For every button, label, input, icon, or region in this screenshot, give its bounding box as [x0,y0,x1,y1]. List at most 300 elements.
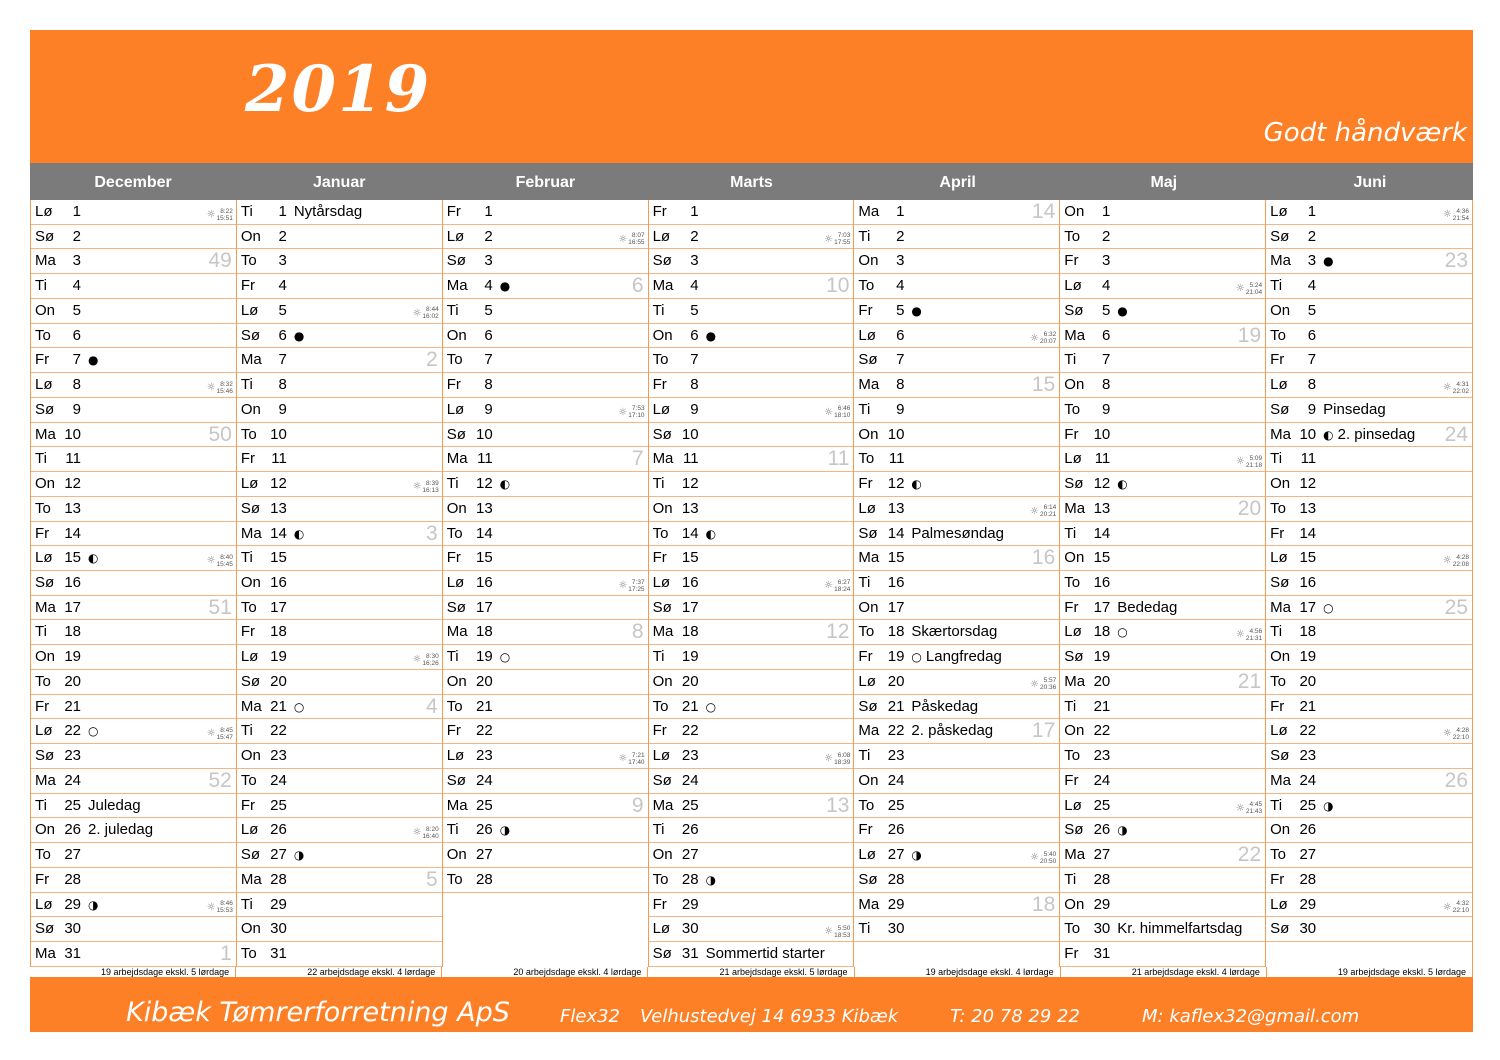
weekday: To [652,870,669,888]
day-row [649,596,854,621]
sunrise: 5:50 [837,924,851,932]
day-row [1060,645,1265,670]
weekday: Ti [1270,623,1283,641]
full-moon-icon: ○ [1323,600,1334,615]
day-number: 23 [1299,747,1317,765]
weekday: Lø [1270,376,1288,394]
sun-times-values [1246,801,1262,815]
sunrise: 8:20 [426,825,439,833]
weekday: Ti [35,796,47,814]
new-moon-icon: ● [1323,254,1334,269]
weekday: Ma [1064,846,1086,864]
day-number: 9 [278,400,287,418]
weekday: Fr [446,203,461,220]
last-quarter-moon-icon: ◑ [1323,798,1334,813]
weekday: Fr [858,301,873,319]
sun-icon: ☼ [206,901,216,913]
sun-times [1443,376,1469,399]
weekday: Lø [858,499,876,517]
weekday: Sø [446,252,466,270]
sunset: 15:51 [216,214,233,222]
weekday: Sø [240,326,261,344]
day-number: 24 [681,771,699,789]
weekday: Sø [858,697,878,715]
month-column-april [854,200,1060,967]
day-row [649,744,854,769]
weekday: Ti [240,376,253,394]
day-row [1266,546,1472,571]
weekday: To [652,524,669,542]
weekday: Ma [446,796,468,814]
sun-times-values [628,752,644,766]
sun-times [1443,896,1469,919]
day-row [649,423,854,448]
day-row [854,398,1059,423]
week-number: 18 [1031,892,1056,916]
weekday: To [446,870,463,888]
day-number: 15 [681,549,699,567]
weekday: Ma [652,277,674,295]
sunset: 15:46 [216,387,233,395]
day-row [649,942,854,967]
weekday: Ma [35,425,56,443]
day-row [443,225,648,250]
day-number: 24 [64,771,81,789]
sunrise: 5:57 [1043,677,1057,685]
day-row [854,744,1059,769]
month-name: April [939,174,976,191]
day-row [31,942,236,967]
day-row [1060,497,1265,522]
day-extras [1117,620,1131,644]
weekday: On [240,920,261,938]
weekday: Ma [858,549,880,567]
day-extras [911,719,993,742]
day-row [1266,917,1472,942]
day-number: 23 [64,747,81,765]
day-number: 25 [64,796,81,814]
day-row [443,719,648,744]
weekday: Sø [1270,920,1290,938]
weekday: To [35,499,51,517]
day-number: 12 [476,475,493,493]
day-number: 14 [681,524,699,542]
sunset: 17:55 [834,239,851,247]
holiday-note: Påskedag [911,697,979,715]
sun-times-values [834,925,850,939]
sun-times-values [628,232,644,246]
sun-times [618,228,644,251]
day-row [649,522,854,547]
sun-icon: ☼ [1030,678,1039,690]
weekday: Sø [35,747,55,765]
day-extras [1117,917,1242,940]
sunrise: 6:32 [1043,331,1057,339]
day-number: 10 [887,425,905,443]
day-number: 28 [270,870,287,888]
weekday: Sø [35,227,55,245]
day-number: 24 [476,771,493,789]
day-row [1060,398,1265,423]
weekday: Ti [1270,277,1283,295]
day-number: 7 [278,351,287,369]
day-extras [1117,472,1131,496]
sunset: 21:18 [1245,461,1263,469]
day-row [237,719,442,744]
sun-times-values [1453,900,1469,914]
sun-times-values [217,208,233,222]
day-number: 22 [1093,722,1111,740]
day-number: 20 [270,672,287,690]
weekday: Fr [446,722,461,740]
day-number: 4 [278,277,287,295]
day-number: 22 [1299,722,1317,740]
weekday: Lø [35,203,53,220]
day-number: 17 [1299,598,1317,616]
sun-times [1443,203,1469,226]
sunset: 22:10 [1452,733,1469,741]
sun-times-values [628,579,644,593]
day-number: 14 [1299,524,1317,542]
day-number: 11 [888,450,905,468]
day-row [31,818,236,843]
weekday: On [240,400,261,418]
sun-times-values [422,653,438,667]
holiday-note: Bededag [1117,598,1178,616]
day-number: 14 [270,524,287,542]
day-number: 25 [476,796,493,814]
sun-icon: ☼ [206,728,216,740]
weekday: Ma [35,945,56,963]
day-row [237,225,442,250]
weekday: Fr [1270,351,1285,369]
weekday: Ti [858,400,871,418]
day-extras [88,719,102,743]
day-number: 12 [1299,475,1317,493]
day-row [854,274,1059,299]
weekday: Ma [240,351,262,369]
sun-times [1236,450,1262,473]
day-number: 15 [270,549,287,567]
weekday: To [446,351,463,369]
day-row [1266,249,1472,274]
day-number: 27 [681,846,699,864]
weekday: Sø [1064,301,1084,319]
day-number: 30 [887,920,905,938]
day-number: 13 [64,499,81,517]
weekday: On [35,648,56,666]
day-row [1266,794,1472,819]
sun-times [618,747,644,770]
day-row [31,423,236,448]
footer-banner [30,977,1473,1032]
day-row [1266,522,1472,547]
month-header-row [30,163,1473,200]
day-number: 1 [484,203,493,220]
holiday-note: Palmesøndag [911,524,1004,542]
sun-icon: ☼ [618,406,628,418]
day-number: 18 [64,623,81,641]
weekday: On [1064,722,1085,740]
day-number: 11 [1300,450,1317,468]
day-number: 16 [887,574,905,592]
day-row [31,695,236,720]
sunrise: 4:45 [1249,801,1263,809]
weekday: Fr [858,821,873,839]
new-moon-icon: ● [88,353,99,368]
day-number: 6 [1101,326,1111,344]
day-row [31,571,236,596]
weekday: To [446,524,463,542]
day-extras [1117,818,1131,842]
day-number: 23 [476,747,493,765]
day-number: 21 [270,697,287,715]
last-quarter-moon-icon: ◑ [705,872,717,887]
new-moon-icon: ● [293,328,305,343]
workdays-summary: 19 arbejdsdage ekskl. 5 lørdage [30,967,236,977]
sun-icon: ☼ [206,209,216,220]
day-row [31,398,236,423]
weekday: Ti [858,227,871,245]
day-number: 7 [1101,351,1111,369]
weekday: Fr [35,697,50,715]
sunset: 20:21 [1040,511,1057,519]
day-number: 30 [681,920,699,938]
day-number: 17 [1093,598,1111,616]
day-number: 24 [1299,771,1317,789]
weekday: To [858,450,875,468]
weekday: Fr [240,623,256,641]
day-row [237,818,442,843]
sunset: 20:36 [1040,684,1057,692]
week-number: 12 [826,620,850,644]
day-number: 13 [476,499,493,517]
day-number: 28 [1299,870,1317,888]
sunrise: 8:30 [426,652,439,660]
day-number: 12 [1093,475,1111,493]
day-row [854,324,1059,349]
day-number: 8 [72,376,81,394]
day-extras [1323,794,1337,818]
footer-phone: T: 20 78 29 22 [950,1006,1080,1027]
day-row [854,497,1059,522]
day-row [854,794,1059,819]
weekday: On [240,747,261,765]
weekday: On [240,574,261,592]
weekday: On [1064,895,1085,913]
weekday: On [446,499,467,517]
day-row [31,447,236,472]
day-number: 23 [887,747,905,765]
sun-times-values [422,306,438,320]
day-number: 17 [64,598,81,616]
weekday: Lø [858,846,876,864]
holiday-note: 2. juledag [88,821,154,839]
day-number: 30 [270,920,287,938]
day-number: 30 [1093,920,1111,938]
last-quarter-moon-icon: ◑ [1117,823,1128,838]
full-moon-icon: ○ [293,699,305,714]
day-row [1060,843,1265,868]
day-row [237,695,442,720]
day-row [649,818,854,843]
day-row [649,893,854,918]
day-row [1266,670,1472,695]
day-number: 29 [270,895,287,913]
month-column-juni [1266,200,1472,967]
weekday: Sø [1270,574,1290,592]
weekday: Lø [858,326,876,344]
day-row [1266,299,1472,324]
week-number: 23 [1444,249,1468,273]
day-row [854,917,1059,942]
day-row [1266,868,1472,893]
day-number: 8 [1101,376,1111,394]
weekday: Fr [35,870,50,888]
day-number: 16 [476,574,493,592]
sunset: 18:24 [834,585,851,593]
day-number: 16 [1299,574,1317,592]
day-number: 24 [1093,771,1111,789]
day-row [443,447,648,472]
day-row [1266,472,1472,497]
day-number: 24 [887,771,905,789]
day-number: 4 [896,277,905,295]
sunset: 21:54 [1452,214,1469,222]
sunset: 17:40 [628,758,645,766]
day-number: 1 [690,203,699,220]
day-extras [294,522,308,546]
sun-times-values [834,405,850,419]
sunset: 15:45 [216,560,233,568]
sunset: 21:31 [1245,634,1263,642]
day-row [854,472,1059,497]
week-number: 14 [1031,200,1056,223]
day-number: 1 [1307,203,1317,220]
day-number: 31 [681,945,699,963]
weekday: Ma [1270,598,1291,616]
sun-times-values [217,381,233,395]
weekday: Sø [240,846,261,864]
day-row [1060,423,1265,448]
sun-icon: ☼ [412,827,422,839]
day-number: 22 [681,722,699,740]
day-row [1060,670,1265,695]
weekday: On [1270,648,1291,666]
day-row [854,645,1059,670]
weekday: To [1270,326,1286,344]
day-row [237,843,442,868]
workdays-summary: 20 arbejdsdage ekskl. 4 lørdage [442,967,648,977]
day-row [1060,744,1265,769]
sun-times [1030,846,1056,869]
weekday: On [858,252,879,270]
day-number: 27 [1299,846,1317,864]
day-number: 4 [484,277,493,295]
sunrise: 8:22 [220,207,233,215]
sunset: 15:47 [216,733,233,741]
weekday: Fr [1064,598,1079,616]
weekday: Sø [858,351,878,369]
day-number: 11 [477,450,493,468]
day-row [237,200,442,225]
day-row [1060,522,1265,547]
day-row [649,472,854,497]
sun-icon: ☼ [206,555,216,567]
weekday: Fr [35,351,50,369]
slogan: Godt håndværk [1263,118,1467,148]
sun-times [207,203,233,226]
calendar-grid [30,200,1473,967]
weekday: Sø [1270,747,1290,765]
day-row [443,620,648,645]
day-row [649,249,854,274]
day-row [1060,868,1265,893]
sunset: 22:08 [1452,560,1469,568]
weekday: To [35,846,51,864]
first-quarter-moon-icon: ◐ [293,526,305,541]
day-number: 5 [72,301,81,319]
week-number: 5 [426,867,438,891]
day-number: 20 [1093,672,1111,690]
day-number: 2 [484,227,493,245]
weekday: On [1270,475,1291,493]
day-row [237,249,442,274]
day-row [1266,843,1472,868]
day-extras [88,348,102,372]
sun-times [618,401,644,424]
day-number: 22 [476,722,493,740]
sun-icon: ☼ [1235,283,1245,295]
sunset: 18:10 [834,412,851,420]
holiday-note: Skærtorsdag [911,623,998,641]
sun-times [824,574,850,597]
month-name: Maj [1150,174,1178,191]
day-row [31,645,236,670]
sun-icon: ☼ [618,233,628,245]
day-number: 1 [278,203,287,220]
weekday: Ma [35,771,56,789]
weekday: To [240,425,257,443]
day-row [1266,200,1472,225]
sun-times [207,549,233,572]
weekday: Fr [1270,870,1285,888]
day-number: 18 [1093,623,1111,641]
sunset: 20:50 [1040,857,1057,865]
sunrise: 5:40 [1043,850,1057,858]
day-row [649,348,854,373]
day-extras [706,942,825,965]
sunset: 18:53 [834,931,851,939]
weekday: On [240,227,261,245]
sun-icon: ☼ [824,406,834,418]
day-number: 29 [681,895,699,913]
day-row [854,200,1059,225]
weekday: Ti [35,277,47,295]
weekday: On [858,771,879,789]
weekday: Ti [652,821,665,839]
day-row [1060,200,1265,225]
weekday: Lø [446,400,465,418]
day-number: 8 [484,376,493,394]
day-number: 4 [1101,277,1111,295]
sunset: 15:53 [216,907,233,915]
company-name: Kibæk Tømrerforretning ApS [126,997,510,1028]
day-row [443,868,648,893]
day-row [1060,472,1265,497]
day-number: 1 [896,203,905,220]
week-number: 52 [208,768,232,792]
